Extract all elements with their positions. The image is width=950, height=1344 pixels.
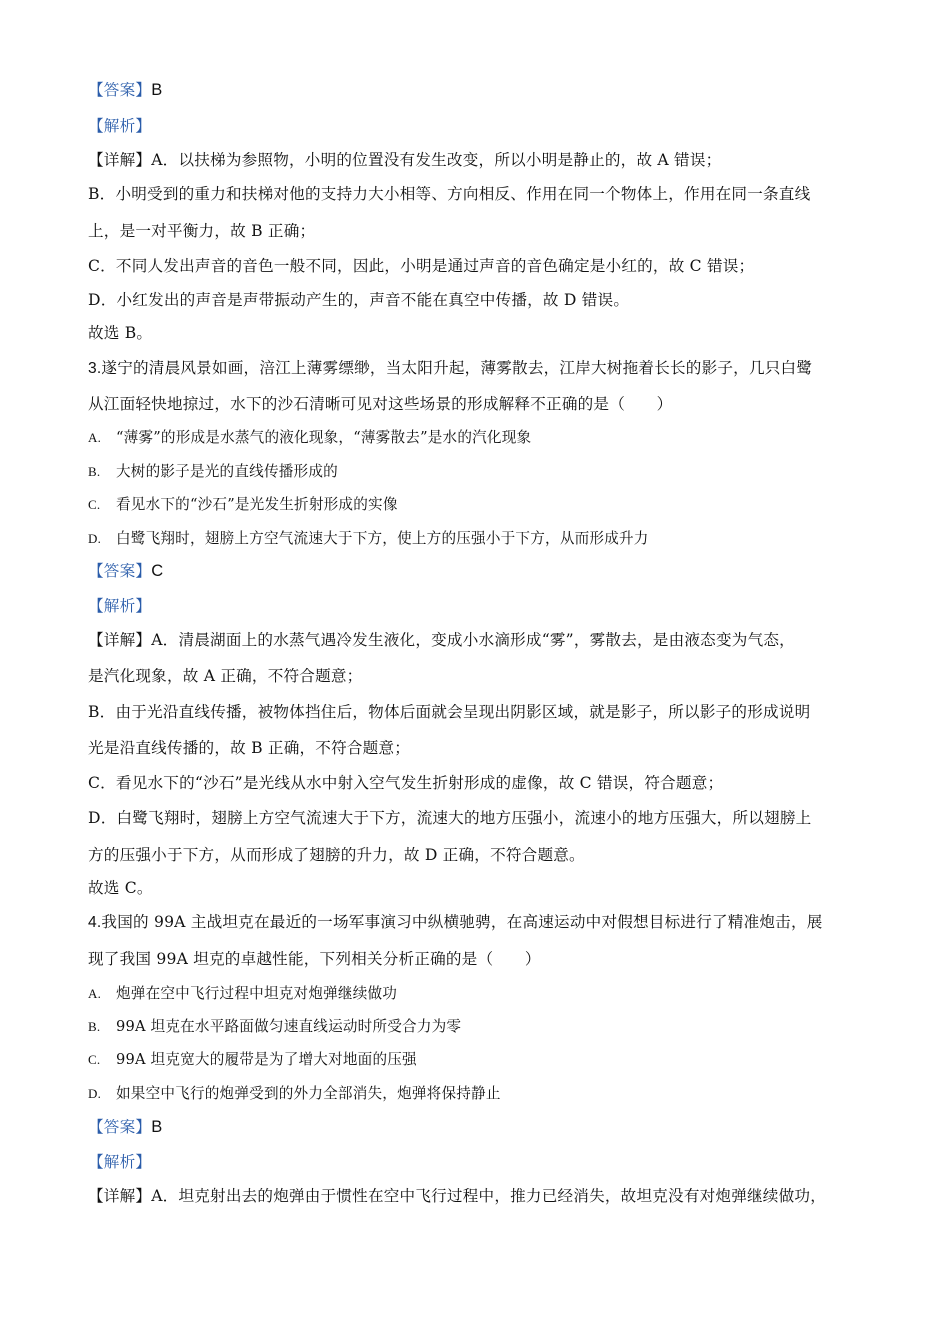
detail-line: C．看见水下的“沙石”是光线从水中射入空气发生折射形成的虚像，故 C 错误，符合题意；	[88, 774, 724, 792]
answer-value: C	[151, 562, 164, 580]
option-text: 99A 坦克在水平路面做匀速直线运动时所受合力为零	[116, 1018, 462, 1035]
stem-text: 我国的 99A 主战坦克在最近的一场军事演习中纵横驰骋，在高速运动中对假想目标进行了精准炮击，展	[101, 913, 823, 931]
detail-tag: 【详解】	[88, 1187, 152, 1205]
detail-line: D．白鹭飞翔时，翅膀上方空气流速大于下方，流速大的地方压强小，流速小的地方压强大，所以翅膀上	[88, 809, 812, 827]
detail-line: C．不同人发出声音的音色一般不同，因此，小明是通过声音的音色确定是小红的，故 C 错误；	[88, 257, 755, 275]
option-c	[88, 1050, 417, 1070]
question-number: 3.	[88, 360, 102, 377]
answer-line	[88, 80, 162, 100]
detail-text: A．坦克射出去的炮弹由于惯性在空中飞行过程中，推力已经消失，故坦克没有对炮弹继续做功，	[151, 1187, 826, 1205]
analysis-label: 【解析】	[88, 597, 152, 615]
detail-tag: 【详解】	[88, 151, 152, 169]
detail-line	[88, 630, 795, 650]
option-text: 白鹭飞翔时，翅膀上方空气流速大于下方，使上方的压强小于下方，从而形成升力	[116, 530, 649, 547]
option-b	[88, 1017, 461, 1037]
answer-tag: 【答案】	[88, 81, 152, 99]
detail-tag: 【详解】	[88, 631, 152, 649]
analysis-tag	[88, 116, 151, 136]
analysis-label: 【解析】	[88, 117, 152, 135]
detail-line: 光是沿直线传播的，故 B 正确，不符合题意；	[88, 739, 411, 757]
analysis-tag	[88, 596, 151, 616]
question-stem: 现了我国 99A 坦克的卓越性能，下列相关分析正确的是（ ）	[88, 950, 541, 968]
answer-line	[88, 1117, 162, 1137]
detail-line: 方的压强小于下方，从而形成了翅膀的升力，故 D 正确，不符合题意。	[88, 846, 585, 864]
option-b	[88, 462, 338, 482]
option-d	[88, 529, 649, 549]
answer-line	[88, 561, 163, 581]
detail-text: A．以扶梯为参照物，小明的位置没有发生改变，所以小明是静止的，故 A 错误；	[151, 151, 722, 169]
detail-line: B．小明受到的重力和扶梯对他的支持力大小相等、方向相反、作用在同一个物体上，作用在同一条直线	[88, 185, 811, 203]
option-text: 炮弹在空中飞行过程中坦克对炮弹继续做功	[116, 985, 398, 1002]
analysis-label: 【解析】	[88, 1153, 152, 1171]
option-c	[88, 495, 398, 515]
option-letter: A.	[88, 430, 102, 445]
answer-value: B	[151, 81, 163, 99]
option-a	[88, 428, 531, 448]
detail-line: 是汽化现象，故 A 正确，不符合题意；	[88, 667, 363, 685]
option-a	[88, 984, 397, 1004]
detail-line: B．由于光沿直线传播，被物体挡住后，物体后面就会呈现出阴影区域，就是影子，所以影子的形成说明	[88, 703, 811, 721]
question-number: 4.	[88, 914, 102, 931]
detail-text: A．清晨湖面上的水蒸气遇冷发生液化，变成小水滴形成“雾”，雾散去，是由液态变为气态，	[151, 631, 795, 649]
option-letter: D.	[88, 1086, 102, 1101]
option-text: 大树的影子是光的直线传播形成的	[116, 463, 338, 480]
detail-line	[88, 1186, 826, 1206]
conclusion-line: 故选 C。	[88, 879, 153, 897]
option-letter: C.	[88, 497, 101, 512]
option-letter: A.	[88, 986, 102, 1001]
option-letter: B.	[88, 464, 101, 479]
option-text: 看见水下的“沙石”是光发生折射形成的实像	[116, 496, 398, 513]
detail-line: 上，是一对平衡力，故 B 正确；	[88, 222, 316, 240]
detail-line	[88, 150, 721, 170]
answer-tag: 【答案】	[88, 562, 152, 580]
option-letter: C.	[88, 1052, 101, 1067]
answer-tag: 【答案】	[88, 1118, 152, 1136]
question-stem	[88, 912, 823, 933]
option-d	[88, 1084, 501, 1104]
option-text: “薄雾”的形成是水蒸气的液化现象，“薄雾散去”是水的汽化现象	[116, 429, 532, 446]
question-stem: 从江面轻快地掠过，水下的沙石清晰可见对这些场景的形成解释不正确的是（ ）	[88, 395, 673, 413]
option-letter: B.	[88, 1019, 101, 1034]
analysis-tag	[88, 1152, 151, 1172]
stem-text: 遂宁的清晨风景如画，涪江上薄雾缥缈，当太阳升起，薄雾散去，江岸大树拖着长长的影子，几只白鹭	[101, 359, 813, 377]
option-text: 99A 坦克宽大的履带是为了增大对地面的压强	[116, 1051, 417, 1068]
conclusion-line: 故选 B。	[88, 324, 153, 342]
question-stem	[88, 358, 812, 379]
option-letter: D.	[88, 531, 102, 546]
detail-line: D．小红发出的声音是声带振动产生的，声音不能在真空中传播，故 D 错误。	[88, 291, 630, 309]
answer-value: B	[151, 1118, 163, 1136]
option-text: 如果空中飞行的炮弹受到的外力全部消失，炮弹将保持静止	[116, 1085, 501, 1102]
